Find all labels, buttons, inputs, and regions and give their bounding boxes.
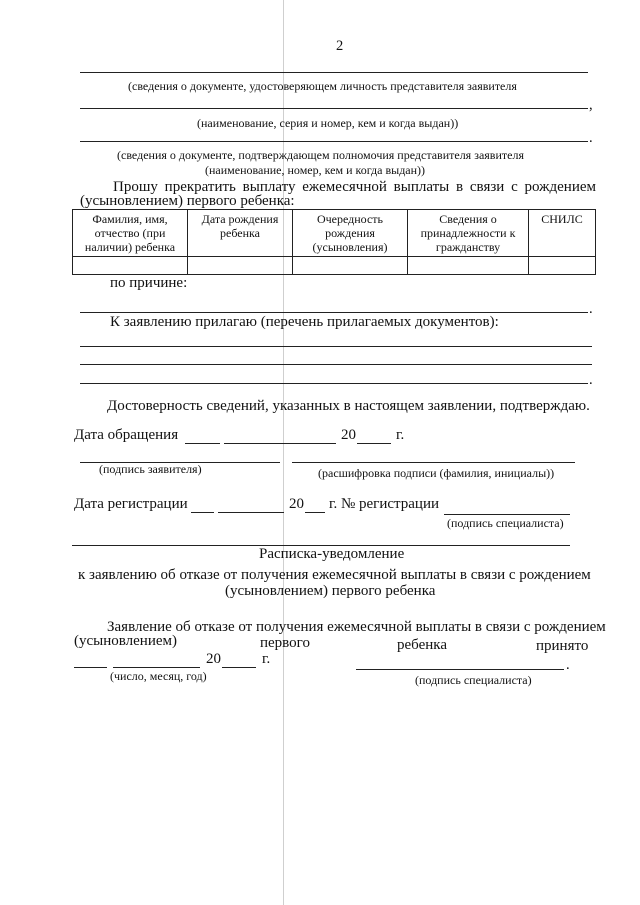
reason-line	[80, 312, 588, 313]
receipt-signature-line	[356, 669, 564, 670]
cell-full-name[interactable]	[73, 257, 188, 275]
receipt-line1: к заявлению об отказе от получения ежемесячной выплаты в связи с рождением	[78, 567, 591, 583]
attach-line-3	[80, 383, 588, 384]
cell-birth-order[interactable]	[293, 257, 408, 275]
cell-snils[interactable]	[529, 257, 596, 275]
appeal-date-label: Дата обращения	[74, 427, 179, 443]
receipt-day-line	[74, 667, 107, 668]
authority-doc-details-caption: (наименование, номер, кем и когда выдан))	[205, 163, 426, 177]
receipt-line2: (усыновлением) первого ребенка	[225, 583, 436, 599]
reason-label: по причине:	[110, 275, 188, 291]
request-line1: Прошу прекратить выплату ежемесячной выплаты в связи с рождением	[113, 179, 596, 195]
rep-doc-caption: (сведения о документе, удостоверяющем личность представителя заявителя	[128, 79, 517, 93]
col-birth-date: Дата рождения ребенка	[188, 210, 293, 257]
receipt-year-suffix: г.	[262, 651, 271, 667]
receipt-year-prefix: 20	[206, 651, 221, 667]
attach-line-1	[80, 346, 592, 347]
appeal-year-prefix: 20	[341, 427, 356, 443]
signature-decode-line	[292, 462, 575, 463]
receipt-month-line	[113, 667, 200, 668]
reg-number-line	[444, 514, 570, 515]
col-birth-order: Очередность рождения (усыновления)	[293, 210, 408, 257]
signature-decode-caption: (расшифровка подписи (фамилия, инициалы))	[318, 466, 555, 480]
col-snils: СНИЛС	[529, 210, 596, 257]
appeal-month-line	[224, 443, 336, 444]
receipt-body-word-4: принято	[536, 638, 589, 654]
reg-number-label: г. № регистрации	[329, 496, 439, 512]
confirm-text: Достоверность сведений, указанных в настоящем заявлении, подтверждаю.	[107, 398, 590, 414]
reg-day-line	[191, 512, 214, 513]
reg-date-label: Дата регистрации	[74, 496, 188, 512]
appeal-day-line	[185, 443, 220, 444]
col-full-name: Фамилия, имя, отчество (при наличии) ребенка	[73, 210, 188, 257]
period-mark: .	[566, 657, 570, 673]
receipt-year-line	[222, 667, 256, 668]
authority-doc-line	[80, 141, 588, 142]
specialist-signature-caption-2: (подпись специалиста)	[415, 673, 532, 687]
period-mark: .	[589, 130, 593, 146]
specialist-signature-caption: (подпись специалиста)	[447, 516, 564, 530]
attach-label: К заявлению прилагаю (перечень прилагаемых документов):	[110, 314, 499, 330]
receipt-body-word-1: (усыновлением)	[74, 633, 177, 649]
col-citizenship: Сведения о принадлежности к гражданству	[408, 210, 529, 257]
date-caption: (число, месяц, год)	[110, 669, 207, 683]
page-number: 2	[336, 38, 344, 54]
receipt-body-word-3: ребенка	[397, 637, 447, 653]
period-mark: .	[589, 301, 593, 317]
rep-doc-details-line	[80, 108, 588, 109]
receipt-body-word-2: первого	[260, 635, 310, 651]
children-table	[72, 209, 596, 275]
appeal-year-suffix: г.	[396, 427, 405, 443]
table-row	[73, 257, 596, 275]
rep-doc-details-caption: (наименование, серия и номер, кем и когда выдан))	[197, 116, 459, 130]
cell-birth-date[interactable]	[188, 257, 293, 275]
comma-mark: ,	[589, 97, 593, 113]
cell-citizenship[interactable]	[408, 257, 529, 275]
request-line2: (усыновлением) первого ребенка:	[80, 193, 295, 209]
receipt-title: Расписка-уведомление	[259, 546, 405, 562]
rep-doc-line	[80, 72, 588, 73]
reg-year-prefix: 20	[289, 496, 304, 512]
reg-month-line	[218, 512, 284, 513]
authority-doc-caption: (сведения о документе, подтверждающем полномочия представителя заявителя	[117, 148, 524, 162]
period-mark: .	[589, 372, 593, 388]
appeal-year-line	[357, 443, 391, 444]
scan-fold-line	[283, 0, 284, 905]
reg-year-line	[305, 512, 325, 513]
receipt-body-line1: Заявление об отказе от получения ежемесячной выплаты в связи с рождением	[107, 619, 606, 635]
signature-caption: (подпись заявителя)	[99, 462, 202, 476]
attach-line-2	[80, 364, 592, 365]
